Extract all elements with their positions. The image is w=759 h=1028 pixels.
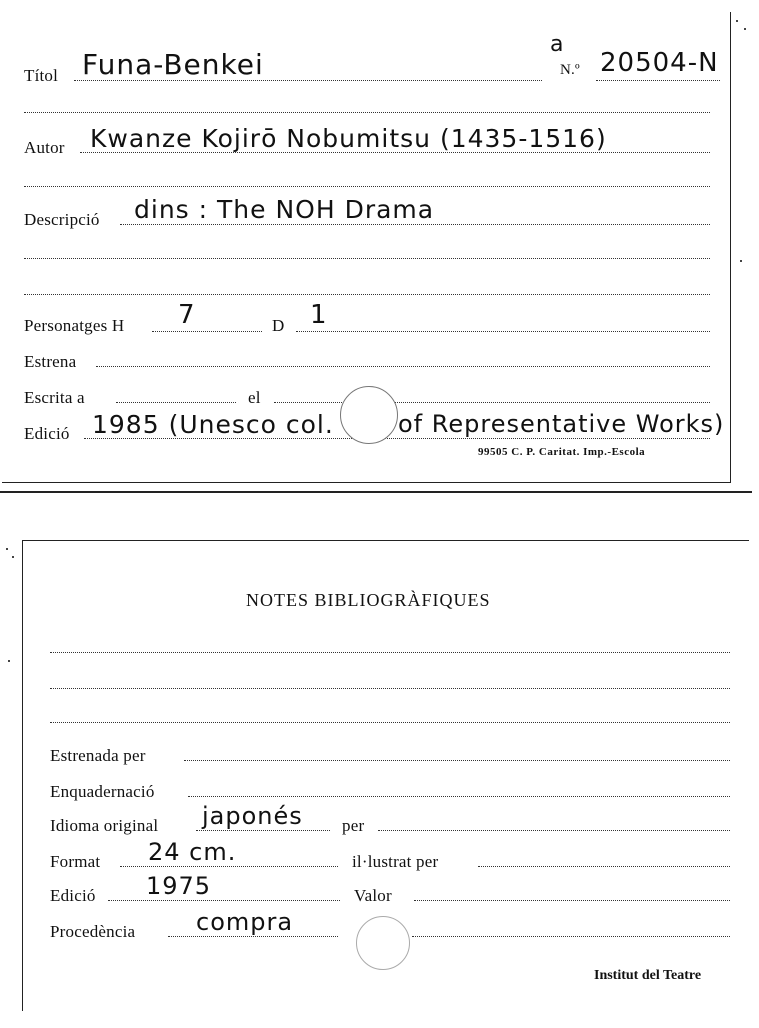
notes-line-3 (50, 722, 730, 723)
scan-speck (740, 260, 742, 262)
estrena-line (96, 366, 710, 367)
personatges-d-label: D (272, 316, 285, 335)
personatges-label: Personatges H (24, 316, 125, 335)
escrita-line (116, 402, 236, 403)
idioma-line (196, 830, 330, 831)
titol-continuation-line (24, 112, 710, 113)
printer-imprint: 99505 C. P. Caritat. Imp.-Escola (478, 446, 646, 458)
format-label: Format (50, 852, 101, 871)
format-line (120, 866, 338, 867)
titol-value: Funa-Benkei (82, 48, 264, 81)
illustrat-line (478, 866, 730, 867)
personatges-h-line (152, 331, 262, 332)
illustrat-label: il·lustrat per (352, 852, 439, 871)
per-label: per (342, 816, 365, 835)
scan-speck (744, 28, 746, 30)
el-line (274, 402, 710, 403)
scan-speck (12, 556, 14, 558)
personatges-d-line (296, 331, 710, 332)
format-value: 24 cm. (148, 838, 237, 866)
enquadernacio-line (188, 796, 730, 797)
card1-punch-hole (340, 386, 398, 444)
descripcio-label: Descripció (24, 210, 100, 229)
edicio-value-1: 1985 (Unesco col. (92, 410, 334, 439)
descripcio-line-2 (24, 258, 710, 259)
autor-label: Autor (24, 138, 65, 157)
valor-line (414, 900, 730, 901)
procedencia-line (168, 936, 338, 937)
notes-heading: NOTES BIBLIOGRÀFIQUES (246, 590, 491, 610)
edicio-value-2: of Representative Works) (398, 410, 725, 438)
card2-punch-hole (356, 916, 410, 970)
descripcio-line-3 (24, 294, 710, 295)
notes-line-2 (50, 688, 730, 689)
card1-bottom-rule (0, 491, 752, 493)
titol-label: Títol (24, 66, 59, 85)
procedencia-label: Procedència (50, 922, 136, 941)
number-line (596, 80, 720, 81)
autor-continuation-line (24, 186, 710, 187)
institution-footer: Institut del Teatre (594, 968, 702, 983)
number-prefix: a (550, 32, 565, 57)
el-label: el (248, 388, 261, 407)
enquadernacio-label: Enquadernació (50, 782, 155, 801)
estrenada-label: Estrenada per (50, 746, 146, 765)
edicio-label: Edició (24, 424, 70, 443)
descripcio-value: dins : The NOH Drama (134, 195, 435, 224)
scan-speck (736, 20, 738, 22)
scan-speck (8, 660, 10, 662)
autor-value: Kwanze Kojirō Nobumitsu (1435-1516) (90, 124, 607, 153)
scan-speck (6, 548, 8, 550)
procedencia-line-2 (412, 936, 730, 937)
number-value: 20504-N (600, 48, 719, 78)
procedencia-value: compra (196, 908, 294, 936)
edicio2-label: Edició (50, 886, 96, 905)
valor-label: Valor (354, 886, 392, 905)
estrena-label: Estrena (24, 352, 77, 371)
edicio2-value: 1975 (146, 872, 212, 900)
idioma-value: japonés (202, 802, 303, 830)
notes-line-1 (50, 652, 730, 653)
escrita-label: Escrita a (24, 388, 85, 407)
per-line (378, 830, 730, 831)
edicio2-line (108, 900, 340, 901)
personatges-d-value: 1 (310, 300, 328, 330)
descripcio-line (120, 224, 710, 225)
estrenada-line (184, 760, 730, 761)
personatges-h-value: 7 (178, 300, 196, 330)
idioma-label: Idioma original (50, 816, 159, 835)
number-label: N.º (560, 62, 580, 78)
